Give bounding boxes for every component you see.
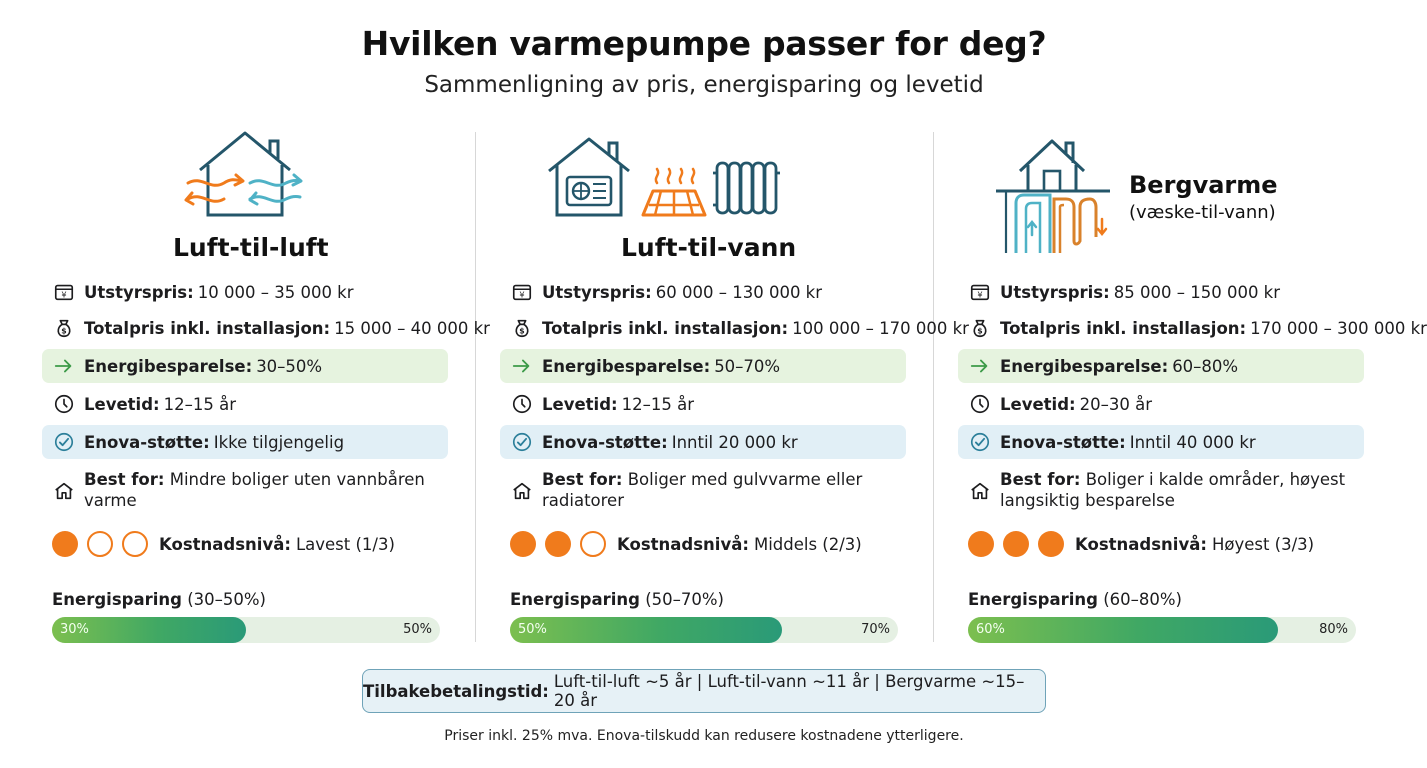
clock-icon [52,392,76,416]
cost-dot [510,531,536,557]
energy-saving-bar [510,617,898,643]
payback-box [362,669,1046,713]
cost-level-value: Lavest (1/3) [295,534,395,554]
bar-max-label: 50% [403,622,432,637]
best-for-value: Boliger i kalde områder, høyest langsiktig besparelse [1000,470,1346,510]
money-bag-icon [968,316,992,340]
home-icon [52,479,76,503]
page-subtitle: Sammenligning av pris, energisparing og levetid [424,72,984,98]
equipment-price-row [500,277,906,307]
energy-saving-bar-title [510,590,724,609]
house-air-flow-icon [180,125,310,220]
energy-saving-range: (50–70%) [645,590,724,609]
column-divider [475,132,476,642]
total-price-label: Totalpris inkl. installasjon: [84,318,331,338]
best-for-row [42,469,448,515]
column-divider [933,132,934,642]
cost-level [510,531,862,557]
column-subtitle: (væske-til-vann) [1129,202,1276,223]
total-price-row [500,313,969,343]
energy-savings-value: 60–80% [1172,356,1239,376]
equipment-price-value: 85 000 – 150 000 kr [1113,282,1281,302]
equipment-price-value: 10 000 – 35 000 kr [197,282,354,302]
best-for-row [958,469,1364,515]
clock-icon [510,392,534,416]
total-price-label: Totalpris inkl. installasjon: [542,318,789,338]
cost-level-label: Kostnadsnivå: [1075,534,1207,554]
cost-level [968,531,1314,557]
cost-dot [87,531,113,557]
total-price-value: 170 000 – 300 000 kr [1250,318,1427,338]
bar-min-label: 50% [518,622,547,637]
equipment-price-label: Utstyrspris: [1000,282,1110,302]
arrow-right-icon [510,354,534,378]
check-circle-icon [510,430,534,454]
clock-icon [968,392,992,416]
equipment-price-label: Utstyrspris: [84,282,194,302]
money-bag-icon [510,316,534,340]
best-for-text [84,469,444,511]
enova-label: Enova-støtte: [84,432,210,452]
enova-row [958,425,1364,459]
best-for-text [542,469,882,511]
house-ground-loop-icon [994,133,1114,261]
page-title: Hvilken varmepumpe passer for deg? [361,24,1047,63]
energy-savings-label: Energibesparelse: [542,356,711,376]
energy-saving-label: Energisparing [52,590,182,609]
lifetime-label: Levetid: [1000,394,1076,414]
bar-min-label: 30% [60,622,89,637]
energy-saving-range: (60–80%) [1103,590,1182,609]
best-for-label: Best for: [1000,470,1081,489]
best-for-row [500,469,906,515]
lifetime-value: 12–15 år [621,394,694,414]
total-price-row [42,313,490,343]
energy-saving-label: Energisparing [968,590,1098,609]
equipment-price-value: 60 000 – 130 000 kr [655,282,823,302]
cost-level-label: Kostnadsnivå: [159,534,291,554]
cost-level-value: Høyest (3/3) [1211,534,1315,554]
total-price-value: 100 000 – 170 000 kr [792,318,969,338]
bar-min-label: 60% [976,622,1005,637]
best-for-label: Best for: [542,470,623,489]
energy-savings-value: 30–50% [256,356,323,376]
lifetime-row [958,389,1364,419]
money-bag-icon [52,316,76,340]
energy-saving-bar-fill [510,617,782,643]
bar-max-label: 70% [861,622,890,637]
total-price-row [958,313,1427,343]
enova-row [42,425,448,459]
total-price-value: 15 000 – 40 000 kr [334,318,490,338]
energy-savings-row [958,349,1364,383]
check-circle-icon [968,430,992,454]
check-circle-icon [52,430,76,454]
arrow-right-icon [52,354,76,378]
wallet-icon [968,280,992,304]
energy-savings-label: Energibesparelse: [84,356,253,376]
cost-dot [122,531,148,557]
lifetime-row [500,389,906,419]
energy-saving-bar-title [52,590,266,609]
lifetime-value: 20–30 år [1079,394,1152,414]
best-for-label: Best for: [84,470,165,489]
footnote: Priser inkl. 25% mva. Enova-tilskudd kan redusere kostnadene ytterligere. [444,728,964,744]
cost-dot [1038,531,1064,557]
energy-saving-range: (30–50%) [187,590,266,609]
column-title: Luft-til-vann [621,233,797,262]
bar-max-label: 80% [1319,622,1348,637]
energy-saving-bar-fill [968,617,1278,643]
lifetime-label: Levetid: [542,394,618,414]
cost-level-label: Kostnadsnivå: [617,534,749,554]
cost-dot [1003,531,1029,557]
energy-savings-value: 50–70% [714,356,781,376]
home-icon [510,479,534,503]
energy-saving-bar-title [968,590,1182,609]
energy-saving-bar [968,617,1356,643]
cost-dot [545,531,571,557]
best-for-value: Mindre boliger uten vannbåren varme [84,470,425,510]
cost-level-value: Middels (2/3) [753,534,862,554]
column-title: Bergvarme [1129,171,1278,199]
cost-dot [580,531,606,557]
cost-dot [968,531,994,557]
payback-text: Luft-til-luft ~5 år | Luft-til-vann ~11 år | Bergvarme ~15–20 år [553,672,1025,710]
lifetime-label: Levetid: [84,394,160,414]
cost-dot [52,531,78,557]
energy-savings-label: Energibesparelse: [1000,356,1169,376]
energy-saving-bar [52,617,440,643]
cost-level [52,531,395,557]
energy-saving-label: Energisparing [510,590,640,609]
wallet-icon [510,280,534,304]
home-icon [968,479,992,503]
payback-label: Tilbakebetalingstid: [363,681,549,701]
energy-savings-row [500,349,906,383]
best-for-value: Boliger med gulvvarme eller radiatorer [542,470,863,510]
equipment-price-label: Utstyrspris: [542,282,652,302]
enova-value: Inntil 20 000 kr [671,432,798,452]
enova-label: Enova-støtte: [1000,432,1126,452]
enova-value: Ikke tilgjengelig [213,432,345,452]
column-title: Luft-til-luft [173,233,329,262]
total-price-label: Totalpris inkl. installasjon: [1000,318,1247,338]
equipment-price-row [958,277,1364,307]
energy-savings-row [42,349,448,383]
lifetime-row [42,389,448,419]
best-for-text [1000,469,1360,511]
lifetime-value: 12–15 år [163,394,236,414]
equipment-price-row [42,277,448,307]
enova-value: Inntil 40 000 kr [1129,432,1256,452]
enova-label: Enova-støtte: [542,432,668,452]
house-floor-radiator-icon [545,133,780,223]
arrow-right-icon [968,354,992,378]
wallet-icon [52,280,76,304]
enova-row [500,425,906,459]
